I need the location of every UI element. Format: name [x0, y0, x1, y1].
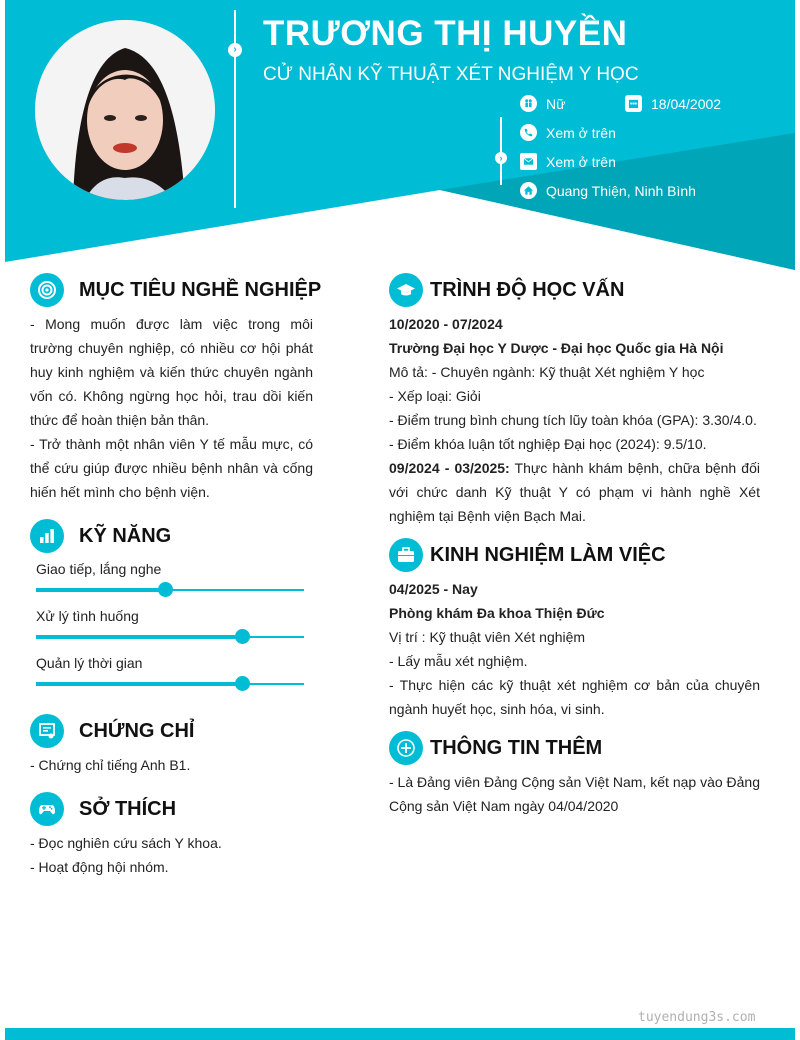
skill-fill	[36, 588, 165, 592]
target-icon	[30, 273, 64, 307]
hobby-line: - Hoạt động hội nhóm.	[30, 859, 169, 875]
skill-knob	[235, 629, 250, 644]
education-practice	[389, 456, 760, 528]
gender-value: Nữ	[546, 95, 566, 112]
experience-line: Vị trí : Kỹ thuật viên Xét nghiệm	[389, 629, 586, 645]
calendar-icon	[625, 95, 642, 112]
education-heading	[389, 273, 624, 307]
experience-title: KINH NGHIỆM LÀM VIỆC	[430, 543, 666, 566]
skill-bar	[36, 683, 304, 685]
email-icon	[520, 153, 537, 170]
home-icon	[520, 182, 537, 199]
skill-label: Giao tiếp, lắng nghe	[36, 561, 162, 577]
skill-item	[36, 608, 304, 638]
avatar	[35, 20, 215, 200]
education-line: - Điểm khóa luận tốt nghiệp Đại học (2024): 9.5/10.	[389, 436, 707, 452]
education-line: - Điểm trung bình chung tích lũy toàn khóa (GPA): 3.30/4.0.	[389, 412, 757, 428]
skill-label: Quản lý thời gian	[36, 655, 143, 671]
additional-line: - Là Đảng viên Đảng Cộng sản Việt Nam, kết nạp vào Đảng Cộng sản Việt Nam ngày 04/04/2020	[389, 774, 760, 814]
additional-heading	[389, 731, 602, 765]
objective-title: MỤC TIÊU NGHỀ NGHIỆP	[79, 278, 322, 301]
birthday-row	[625, 95, 721, 112]
candidate-name: TRƯƠNG THỊ HUYỀN	[263, 14, 628, 53]
skills-title: KỸ NĂNG	[79, 524, 172, 547]
certificates-text	[30, 753, 313, 777]
address-value: Quang Thiện, Ninh Bình	[546, 182, 696, 199]
header-divider	[234, 10, 236, 208]
graduation-cap-icon	[389, 273, 423, 307]
education-line: - Xếp loại: Giỏi	[389, 388, 481, 404]
hobbies-heading	[30, 792, 176, 826]
chevron-right-icon: ›	[228, 43, 242, 57]
hobbies-title: SỞ THÍCH	[79, 797, 177, 820]
gamepad-icon	[30, 792, 64, 826]
education-line: Mô tả: - Chuyên ngành: Kỹ thuật Xét nghiệm Y học	[389, 364, 705, 380]
experience-text	[389, 577, 760, 721]
experience-line: - Lấy mẫu xét nghiệm.	[389, 653, 528, 669]
additional-title: THÔNG TIN THÊM	[430, 736, 603, 759]
certificate-line: - Chứng chỉ tiếng Anh B1.	[30, 757, 191, 773]
education-text	[389, 312, 760, 528]
email-value: Xem ở trên	[546, 153, 616, 170]
skill-item	[36, 655, 304, 685]
address-row	[520, 182, 696, 199]
objective-line: - Mong muốn được làm việc trong môi trường chuyên nghiệp, có nhiều cơ hội phát huy kinh nghiệm và kiến thức chuyên ngành vốn có. Không ngừng học hỏi, trau dồi kiến thức để hoàn thiện bản thân.	[30, 316, 313, 428]
objective-text	[30, 312, 313, 504]
candidate-title: CỬ NHÂN KỸ THUẬT XÉT NGHIỆM Y HỌC	[263, 64, 639, 85]
objective-line: - Trở thành một nhân viên Y tế mẫu mực, có thể cứu giúp được nhiều bệnh nhân và cống hiến hết mình cho bệnh viện.	[30, 436, 313, 500]
additional-text	[389, 770, 760, 818]
bar-chart-icon	[30, 519, 64, 553]
briefcase-icon	[389, 538, 423, 572]
phone-icon	[520, 124, 537, 141]
education-title: TRÌNH ĐỘ HỌC VẤN	[430, 278, 625, 301]
gender-icon	[520, 95, 537, 112]
footer-bar	[5, 1028, 795, 1040]
skill-knob	[235, 676, 250, 691]
experience-period: 04/2025 - Nay	[389, 581, 478, 597]
objective-heading	[30, 273, 321, 307]
phone-value: Xem ở trên	[546, 124, 616, 141]
hobbies-text	[30, 831, 313, 879]
hobby-line: - Đọc nghiên cứu sách Y khoa.	[30, 835, 222, 851]
watermark: tuyendung3s.com	[638, 1010, 756, 1025]
certificate-icon	[30, 714, 64, 748]
certificates-title: CHỨNG CHỈ	[79, 719, 195, 742]
practice-text: Thực hành khám bệnh, chữa bệnh đối với chức danh Kỹ thuật Y có phạm vi hành nghề Xét nghiệm tại Bệnh viện Bạch Mai.	[389, 460, 760, 524]
experience-company: Phòng khám Đa khoa Thiện Đức	[389, 605, 605, 621]
phone-row	[520, 124, 616, 141]
experience-line: - Thực hiện các kỹ thuật xét nghiệm cơ bản của chuyên ngành huyết học, sinh hóa, vi sinh.	[389, 677, 760, 717]
skill-label: Xử lý tình huống	[36, 608, 139, 624]
email-row	[520, 153, 616, 170]
experience-heading	[389, 538, 666, 572]
contact-divider	[500, 117, 502, 185]
skill-item	[36, 561, 304, 591]
skill-knob	[158, 582, 173, 597]
birthday-value: 18/04/2002	[651, 95, 722, 112]
plus-circle-icon	[389, 731, 423, 765]
gender-row	[520, 95, 565, 112]
certificates-heading	[30, 714, 194, 748]
education-period: 10/2020 - 07/2024	[389, 316, 503, 332]
skill-fill	[36, 635, 242, 639]
skill-bar	[36, 589, 304, 591]
skill-fill	[36, 682, 242, 686]
practice-period: 09/2024 - 03/2025:	[389, 460, 510, 476]
skills-heading	[30, 519, 171, 553]
skill-bar	[36, 636, 304, 638]
education-school: Trường Đại học Y Dược - Đại học Quốc gia Hà Nội	[389, 340, 724, 356]
cv-header	[5, 0, 795, 272]
chevron-right-icon: ›	[495, 152, 507, 164]
